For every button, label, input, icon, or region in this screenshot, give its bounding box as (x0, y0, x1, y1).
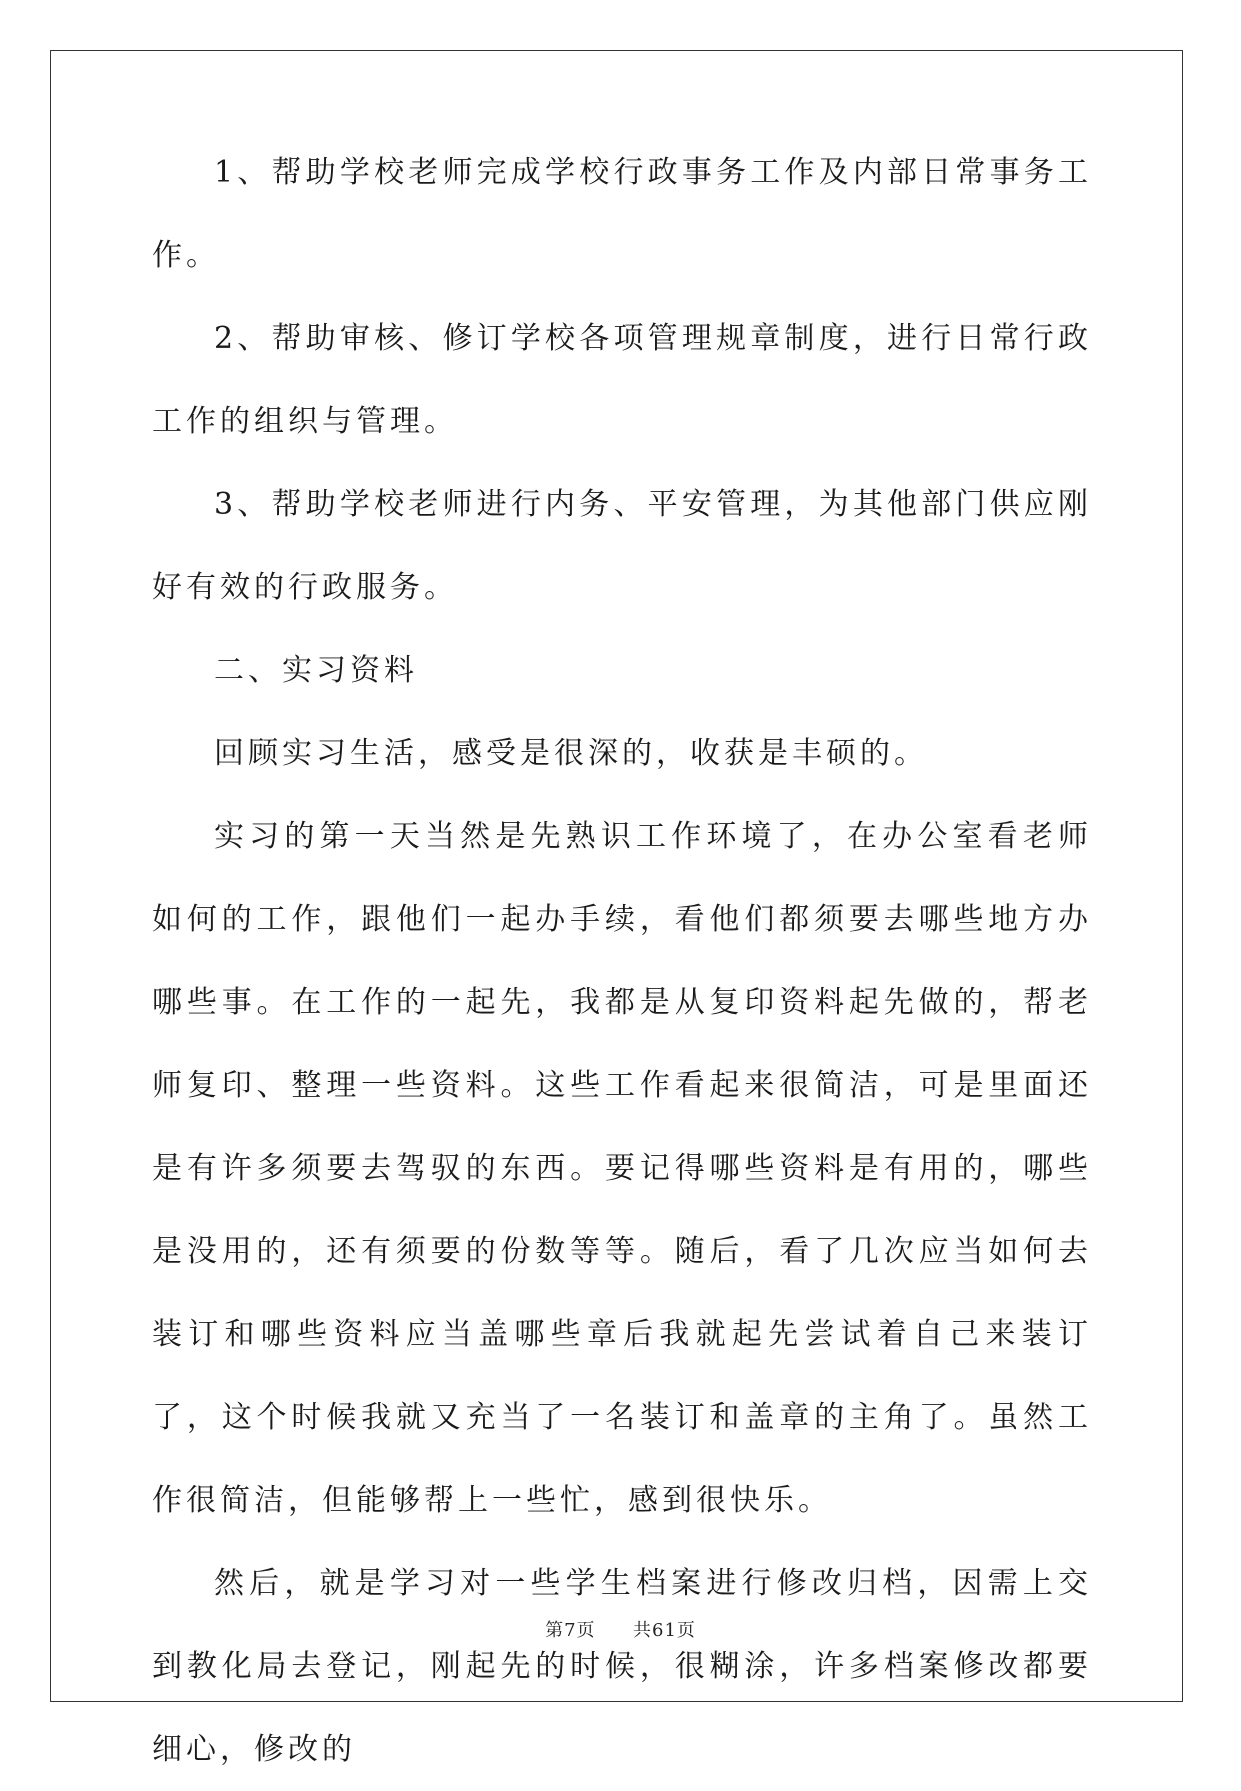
section-heading: 二、实习资料 (214, 653, 418, 688)
paragraph-3: 3、帮助学校老师进行内务、平安管理，为其他部门供应刚好有效的行政服务。 (152, 487, 1092, 605)
page-total: 共61页 (633, 1620, 696, 1641)
page-footer (0, 1616, 1241, 1642)
paragraph-2: 2、帮助审核、修订学校各项管理规章制度，进行日常行政工作的组织与管理。 (152, 321, 1092, 439)
paragraph-4: 回顾实习生活，感受是很深的，收获是丰硕的。 (214, 736, 928, 771)
page-number: 第7页 (545, 1620, 596, 1641)
document-body (152, 155, 1092, 1791)
paragraph-5: 实习的第一天当然是先熟识工作环境了，在办公室看老师如何的工作，跟他们一起办手续，看他们都须要去哪些地方办哪些事。在工作的一起先，我都是从复印资料起先做的，帮老师复印、整理一些资料。这些工作看起来很简洁，可是里面还是有许多须要去驾驭的东西。要记得哪些资料是有用的，哪些是没用的，还有须要的份数等等。随后，看了几次应当如何去装订和哪些资料应当盖哪些章后我就起先尝试着自己来装订了，这个时候我就又充当了一名装订和盖章的主角了。虽然工作很简洁，但能够帮上一些忙，感到很快乐。 (152, 819, 1092, 1518)
paragraph-6: 然后，就是学习对一些学生档案进行修改归档，因需上交到教化局去登记，刚起先的时候，很糊涂，许多档案修改都要细心，修改的 (152, 1566, 1092, 1767)
paragraph-1: 1、帮助学校老师完成学校行政事务工作及内部日常事务工作。 (152, 155, 1092, 273)
